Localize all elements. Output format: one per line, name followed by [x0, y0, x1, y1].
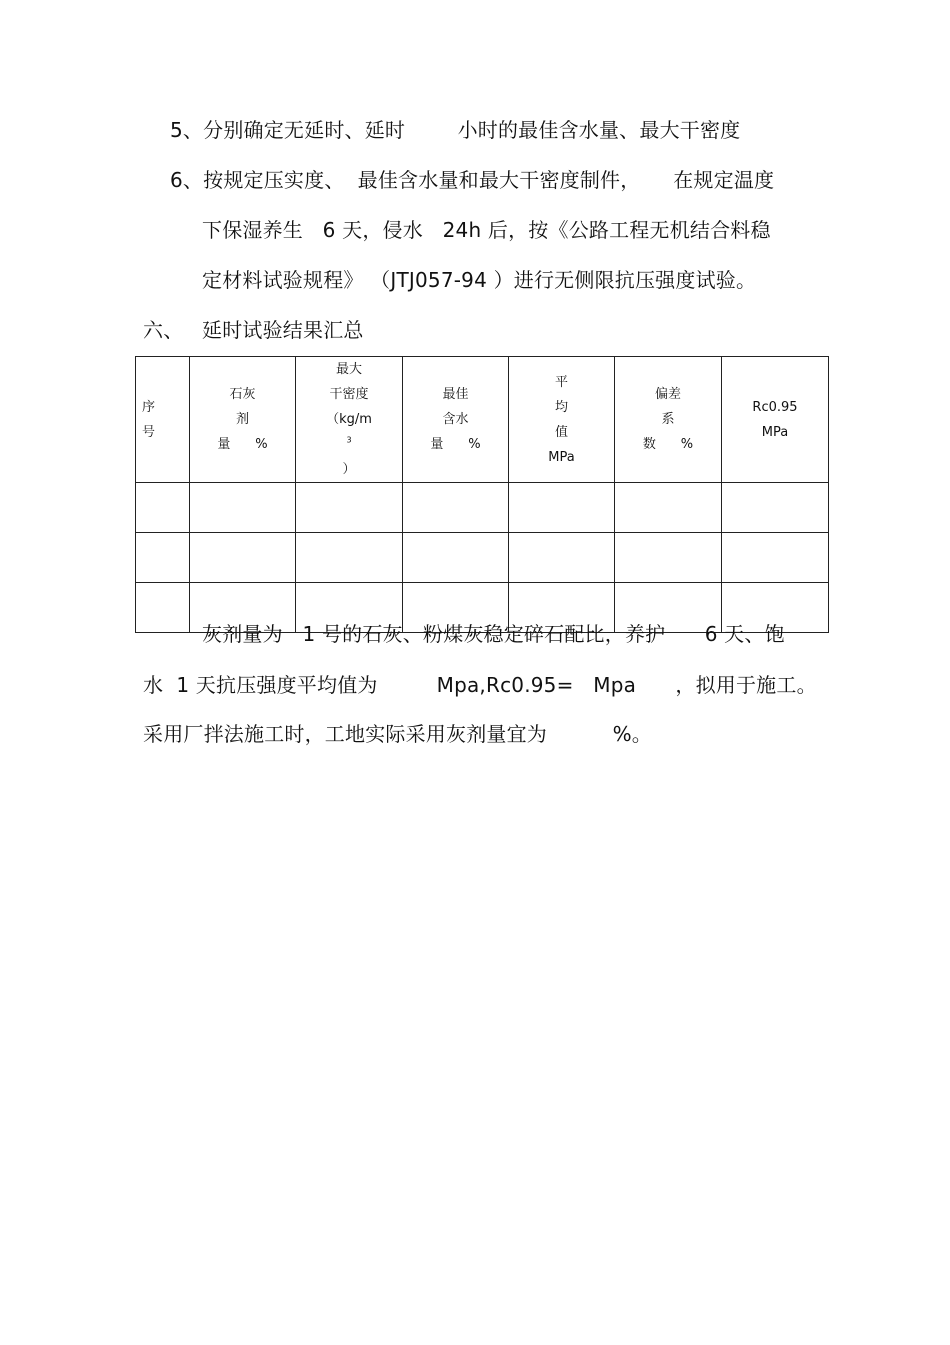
header-average-line: MPa	[548, 449, 575, 465]
conclusion-line-2: 水 1 天抗压强度平均值为 Mpa,Rc0.95= Mpa ，拟用于施工。	[143, 673, 817, 697]
table-cell	[136, 483, 190, 533]
table-cell	[403, 533, 509, 583]
table-cell	[509, 533, 615, 583]
section-title: 延时试验结果汇总	[202, 318, 364, 342]
header-average-value	[509, 357, 615, 483]
table-cell	[296, 483, 403, 533]
unit-base: （kg/m	[326, 412, 372, 427]
conclusion-line-3: 采用厂拌法施工时，工地实际采用灰剂量宜为 %。	[143, 722, 652, 746]
header-density-line: 最大	[335, 362, 362, 377]
header-lime-line: 量 %	[217, 437, 268, 452]
header-rc095	[722, 357, 829, 483]
header-lime-dosage	[190, 357, 296, 483]
header-optimum-moisture	[403, 357, 509, 483]
header-seq-line: 号	[142, 424, 156, 440]
table-cell	[615, 533, 722, 583]
header-lime-line: 石灰	[229, 387, 256, 402]
unit-exponent: 3	[346, 435, 352, 445]
step-6-line-2: 下保湿养生 6 天，侵水 24h 后，按《公路工程无机结合料稳	[202, 218, 771, 242]
header-deviation-coefficient	[615, 357, 722, 483]
header-density-unit	[296, 407, 402, 482]
table-cell	[296, 533, 403, 583]
table-cell	[722, 483, 829, 533]
table-cell	[403, 483, 509, 533]
table-row	[136, 483, 829, 533]
table-cell	[190, 483, 296, 533]
header-lime-line: 剂	[235, 412, 249, 427]
results-table	[135, 356, 829, 633]
header-average-line: 值	[554, 424, 568, 440]
unit-close: ）	[342, 462, 356, 477]
header-average-line: 平	[554, 374, 568, 390]
header-deviation-line: 偏差	[654, 387, 681, 402]
header-rc095-line: Rc0.95	[752, 399, 798, 415]
step-6-line-1: 6、按规定压实度、 最佳含水量和最大干密度制件， 在规定温度	[170, 168, 775, 192]
table-cell	[615, 483, 722, 533]
step-5: 5、分别确定无延时、延时 小时的最佳含水量、最大干密度	[170, 118, 741, 142]
table-cell	[509, 483, 615, 533]
header-seq	[136, 357, 190, 483]
header-average-line: 均	[554, 399, 568, 415]
header-deviation-line: 数 %	[642, 437, 694, 452]
table-cell	[190, 533, 296, 583]
header-moisture-line: 最佳	[442, 387, 469, 402]
header-density-line: 干密度	[329, 387, 369, 402]
header-moisture-line: 含水	[442, 412, 469, 427]
table-row	[136, 533, 829, 583]
header-deviation-line: 系	[661, 412, 675, 427]
table-cell	[136, 583, 190, 633]
step-6-line-3: 定材料试验规程》 （JTJ057-94 ）进行无侧限抗压强度试验。	[202, 268, 757, 292]
header-rc095-line: MPa	[761, 424, 789, 440]
table-header-row	[136, 357, 829, 483]
header-max-dry-density	[296, 357, 403, 483]
header-moisture-line: 量 %	[430, 437, 481, 452]
table-cell	[136, 533, 190, 583]
header-seq-line: 序	[142, 399, 156, 415]
table-cell	[722, 533, 829, 583]
section-number: 六、	[143, 318, 184, 342]
conclusion-line-1: 灰剂量为 1 号的石灰、粉煤灰稳定碎石配比，养护 6 天、饱	[202, 622, 785, 646]
